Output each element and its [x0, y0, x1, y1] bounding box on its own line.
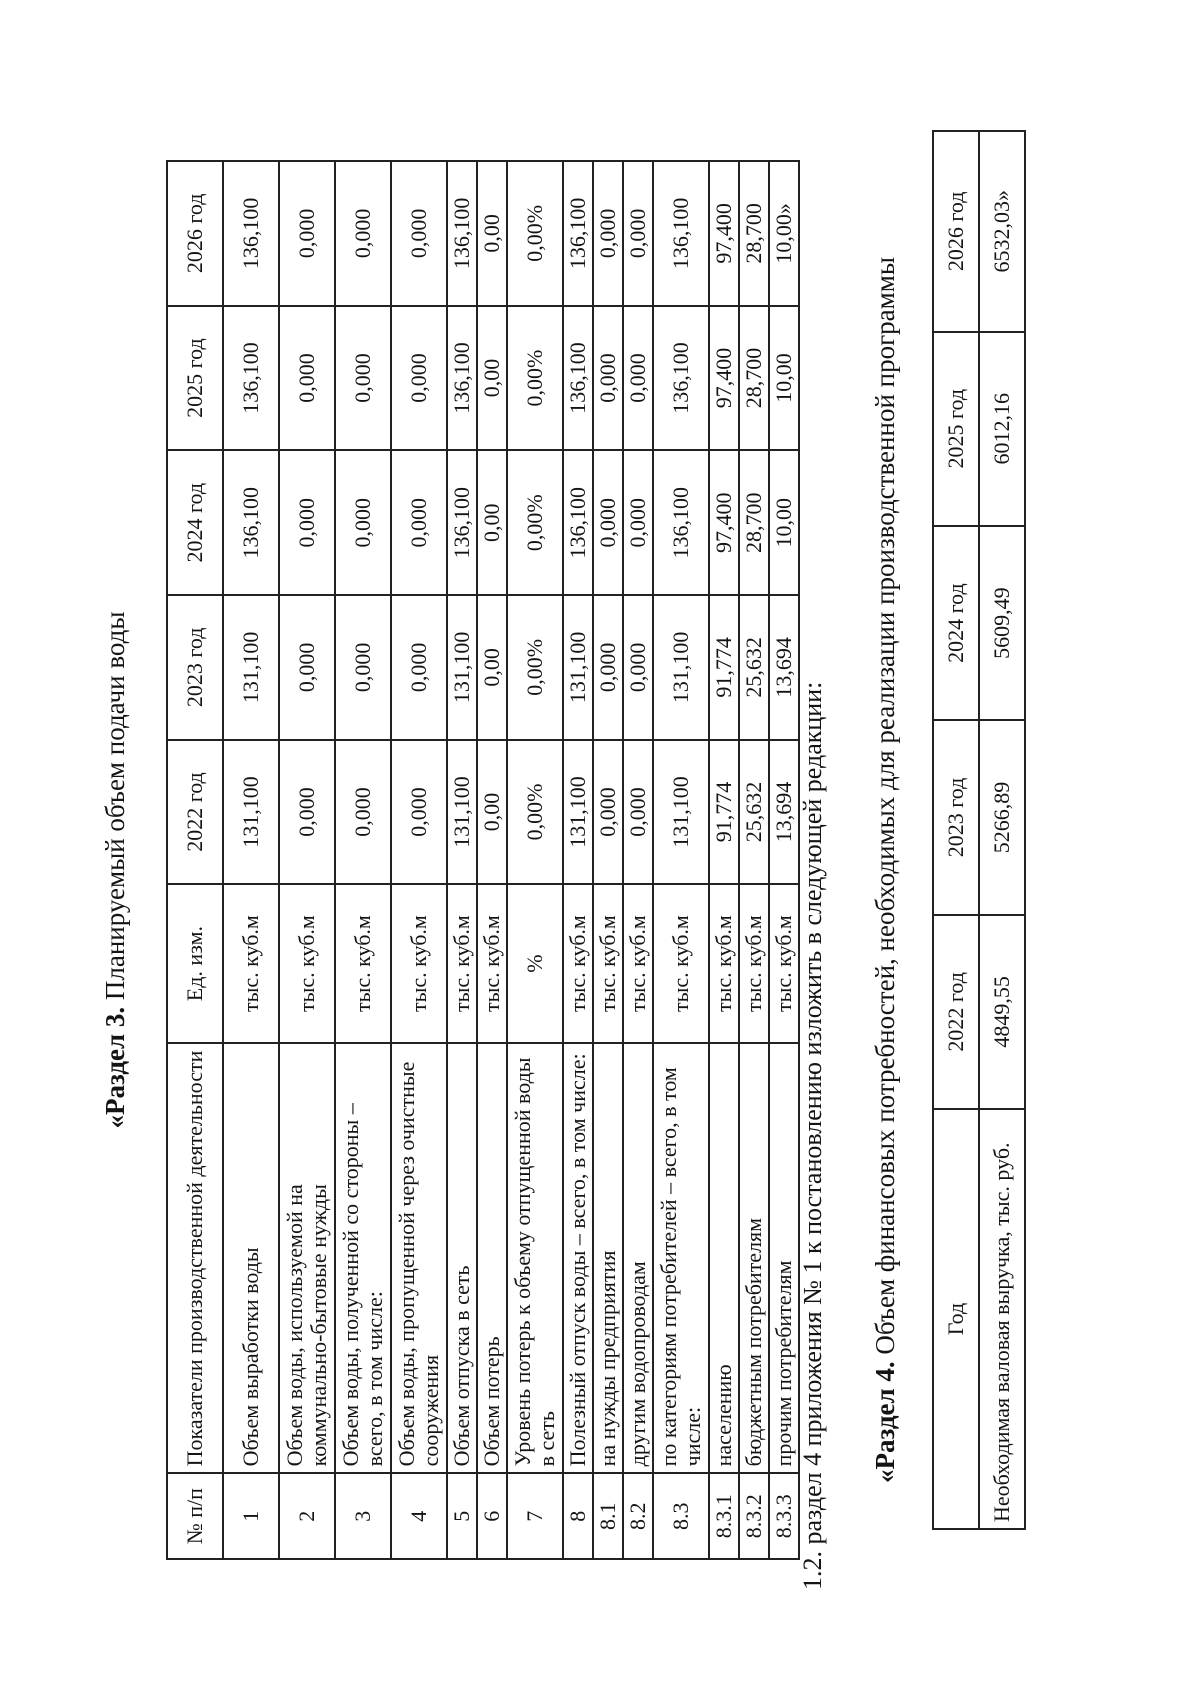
row-number: 5 — [447, 1473, 477, 1559]
row-indicator: Уровень потерь к объему отпущенной воды в сеть — [507, 1043, 563, 1474]
value-cell: 5266,89 — [979, 720, 1025, 914]
section-3-table — [166, 160, 800, 1560]
section-4-table — [932, 130, 1026, 1530]
value-cell: 136,100 — [223, 161, 279, 306]
row-indicator: на нужды предприятия — [593, 1043, 623, 1474]
value-cell: 0,000 — [335, 161, 391, 306]
value-cell: 91,774 — [709, 595, 739, 740]
header-cell: 2023 год — [167, 595, 223, 740]
value-cell: 0,000 — [623, 161, 653, 306]
value-cell: 5609,49 — [979, 526, 1025, 720]
value-cell: 0,00 — [477, 450, 507, 595]
value-cell: 0,000 — [623, 306, 653, 451]
table-header-row — [933, 131, 979, 1529]
row-unit: тыс. куб.м — [477, 884, 507, 1043]
row-indicator: Объем выработки воды — [223, 1043, 279, 1474]
table-row — [335, 161, 391, 1559]
row-unit: тыс. куб.м — [447, 884, 477, 1043]
value-cell: 0,000 — [279, 595, 335, 740]
row-number: 8.1 — [593, 1473, 623, 1559]
row-number: 8 — [563, 1473, 593, 1559]
row-indicator: Объем воды, пропущенной через очистные сооружения — [391, 1043, 447, 1474]
row-number: 8.3.2 — [739, 1473, 769, 1559]
value-cell: 0,000 — [593, 306, 623, 451]
value-cell: 28,700 — [739, 306, 769, 451]
table-row — [477, 161, 507, 1559]
row-indicator: Полезный отпуск воды – всего, в том числе: — [563, 1043, 593, 1474]
value-cell: 0,00 — [477, 161, 507, 306]
value-cell: 0,00% — [507, 161, 563, 306]
value-cell: 4849,55 — [979, 915, 1025, 1109]
value-cell: 136,100 — [223, 450, 279, 595]
value-cell: 0,000 — [391, 306, 447, 451]
table-row — [653, 161, 709, 1559]
header-cell: 2024 год — [167, 450, 223, 595]
value-cell: 6532,03» — [979, 131, 1025, 332]
row-indicator: населению — [709, 1043, 739, 1474]
row-unit: тыс. куб.м — [623, 884, 653, 1043]
value-cell: 0,00% — [507, 595, 563, 740]
header-cell: № п/п — [167, 1473, 223, 1559]
value-cell: 91,774 — [709, 740, 739, 885]
row-unit: тыс. куб.м — [279, 884, 335, 1043]
row-number: 8.2 — [623, 1473, 653, 1559]
table-header-row — [167, 161, 223, 1559]
table-row — [279, 161, 335, 1559]
row-indicator: бюджетным потребителям — [739, 1043, 769, 1474]
value-cell: 0,000 — [279, 306, 335, 451]
value-cell: 131,100 — [563, 595, 593, 740]
header-cell: 2022 год — [167, 740, 223, 885]
table-row — [979, 131, 1025, 1529]
value-cell: 131,100 — [447, 595, 477, 740]
row-unit: тыс. куб.м — [593, 884, 623, 1043]
row-unit: тыс. куб.м — [709, 884, 739, 1043]
header-cell: 2022 год — [933, 915, 979, 1109]
header-cell: Показатели производственной деятельности — [167, 1043, 223, 1474]
value-cell: 0,000 — [623, 450, 653, 595]
row-unit: тыс. куб.м — [223, 884, 279, 1043]
value-cell: 0,000 — [335, 306, 391, 451]
value-cell: 25,632 — [739, 740, 769, 885]
row-indicator: прочим потребителям — [769, 1043, 799, 1474]
header-cell: 2025 год — [167, 306, 223, 451]
row-unit: тыс. куб.м — [653, 884, 709, 1043]
value-cell: 6012,16 — [979, 332, 1025, 526]
row-unit: тыс. куб.м — [335, 884, 391, 1043]
value-cell: 0,000 — [279, 450, 335, 595]
header-cell: 2026 год — [933, 131, 979, 332]
value-cell: 136,100 — [653, 161, 709, 306]
value-cell: 97,400 — [709, 161, 739, 306]
value-cell: 136,100 — [223, 306, 279, 451]
rotated-page — [70, 50, 1130, 1630]
value-cell: 28,700 — [739, 161, 769, 306]
value-cell: 0,00 — [477, 595, 507, 740]
value-cell: 0,000 — [593, 161, 623, 306]
row-number: 2 — [279, 1473, 335, 1559]
value-cell: 0,000 — [391, 595, 447, 740]
row-number: 8.3.3 — [769, 1473, 799, 1559]
value-cell: 25,632 — [739, 595, 769, 740]
row-unit: тыс. куб.м — [391, 884, 447, 1043]
row-indicator: Объем воды, используемой на коммунально-бытовые нужды — [279, 1043, 335, 1474]
value-cell: 136,100 — [653, 450, 709, 595]
amendment-paragraph: 1.2. раздел 4 приложения № 1 к постановлению изложить в следующей редакции: — [798, 681, 827, 1590]
header-cell: Ед. изм. — [167, 884, 223, 1043]
header-cell: 2025 год — [933, 332, 979, 526]
value-cell: 136,100 — [563, 306, 593, 451]
value-cell: 0,000 — [391, 450, 447, 595]
header-cell: Год — [933, 1109, 979, 1529]
row-number: 8.3 — [653, 1473, 709, 1559]
row-indicator: Объем отпуска в сеть — [447, 1043, 477, 1474]
row-unit: % — [507, 884, 563, 1043]
value-cell: 0,00 — [477, 306, 507, 451]
value-cell: 0,000 — [623, 595, 653, 740]
value-cell: 131,100 — [223, 595, 279, 740]
table-row — [709, 161, 739, 1559]
value-cell: 10,00 — [769, 306, 799, 451]
header-cell: 2023 год — [933, 720, 979, 914]
row-number: 1 — [223, 1473, 279, 1559]
table-row — [739, 161, 769, 1559]
row-unit: тыс. куб.м — [563, 884, 593, 1043]
value-cell: 0,000 — [279, 740, 335, 885]
row-indicator: Объем воды, полученной со стороны – всего, в том числе: — [335, 1043, 391, 1474]
table-row — [769, 161, 799, 1559]
value-cell: 0,000 — [593, 450, 623, 595]
row-number: 4 — [391, 1473, 447, 1559]
row-indicator: по категориям потребителей – всего, в том числе: — [653, 1043, 709, 1474]
row-indicator: Объем потерь — [477, 1043, 507, 1474]
section-4-title: «Раздел 4. Объем финансовых потребностей, необходимых для реализации производственной программы — [870, 257, 900, 1483]
value-cell: 0,00 — [477, 740, 507, 885]
value-cell: 0,00% — [507, 306, 563, 451]
table-row — [563, 161, 593, 1559]
row-indicator: Необходимая валовая выручка, тыс. руб. — [979, 1109, 1025, 1529]
table-row — [507, 161, 563, 1559]
value-cell: 97,400 — [709, 306, 739, 451]
row-unit: тыс. куб.м — [739, 884, 769, 1043]
value-cell: 131,100 — [223, 740, 279, 885]
value-cell: 10,00 — [769, 450, 799, 595]
value-cell: 0,000 — [335, 740, 391, 885]
row-number: 3 — [335, 1473, 391, 1559]
table-row — [623, 161, 653, 1559]
header-cell: 2024 год — [933, 526, 979, 720]
value-cell: 0,000 — [335, 450, 391, 595]
value-cell: 131,100 — [563, 740, 593, 885]
value-cell: 0,00% — [507, 740, 563, 885]
value-cell: 131,100 — [653, 595, 709, 740]
value-cell: 131,100 — [447, 740, 477, 885]
row-unit: тыс. куб.м — [769, 884, 799, 1043]
section-3-title: «Раздел 3. Планируемый объем подачи воды — [100, 611, 130, 1129]
value-cell: 0,000 — [391, 161, 447, 306]
value-cell: 136,100 — [563, 450, 593, 595]
table-row — [447, 161, 477, 1559]
value-cell: 0,000 — [335, 595, 391, 740]
value-cell: 10,00» — [769, 161, 799, 306]
value-cell: 0,000 — [279, 161, 335, 306]
value-cell: 136,100 — [447, 306, 477, 451]
value-cell: 136,100 — [653, 306, 709, 451]
value-cell: 0,000 — [593, 740, 623, 885]
table-row — [223, 161, 279, 1559]
value-cell: 131,100 — [653, 740, 709, 885]
row-number: 8.3.1 — [709, 1473, 739, 1559]
value-cell: 136,100 — [447, 450, 477, 595]
row-number: 6 — [477, 1473, 507, 1559]
value-cell: 0,000 — [391, 740, 447, 885]
value-cell: 0,000 — [593, 595, 623, 740]
header-cell: 2026 год — [167, 161, 223, 306]
value-cell: 13,694 — [769, 595, 799, 740]
table-row — [391, 161, 447, 1559]
value-cell: 13,694 — [769, 740, 799, 885]
value-cell: 28,700 — [739, 450, 769, 595]
row-number: 7 — [507, 1473, 563, 1559]
value-cell: 0,00% — [507, 450, 563, 595]
value-cell: 0,000 — [623, 740, 653, 885]
value-cell: 136,100 — [563, 161, 593, 306]
row-indicator: другим водопроводам — [623, 1043, 653, 1474]
value-cell: 97,400 — [709, 450, 739, 595]
table-row — [593, 161, 623, 1559]
value-cell: 136,100 — [447, 161, 477, 306]
